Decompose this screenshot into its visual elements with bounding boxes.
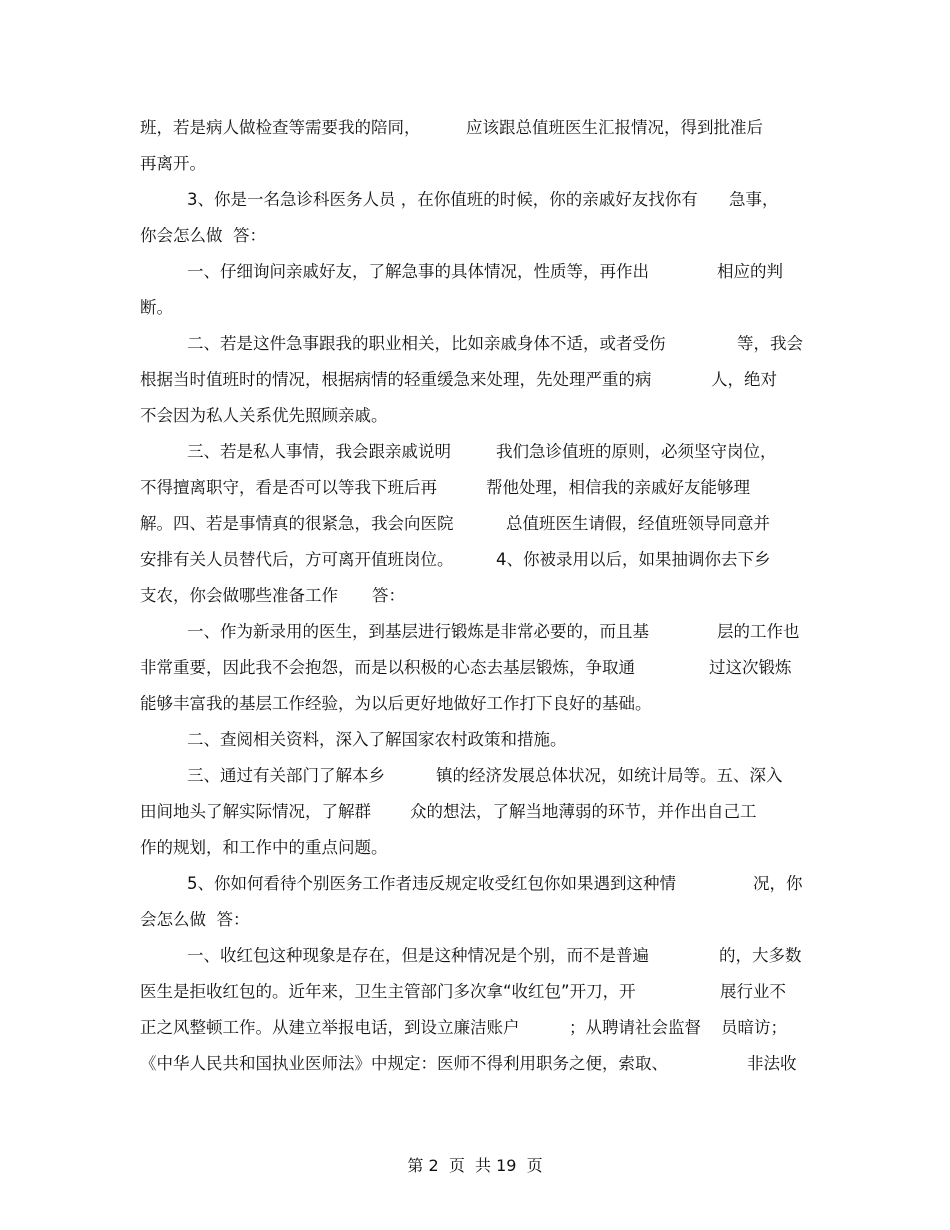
text-segment: 解。四、若是事情真的很紧急，我会向医院	[140, 514, 454, 533]
text-segment: 作的规划，和工作中的重点问题。	[140, 838, 388, 857]
text-segment: 三、若是私人事情，我会跟亲戚说明	[187, 442, 451, 461]
text-segment: 不得擅离职守，看是否可以等我下班后再	[140, 478, 437, 497]
text-segment: ；从聘请社会监督	[569, 1018, 701, 1037]
text-segment: 不会因为私人关系优先照顾亲戚。	[140, 406, 388, 425]
text-segment: 田间地头了解实际情况，了解群	[140, 802, 371, 821]
text-segment: 一、仔细询问亲戚好友，了解急事的具体情况，性质等，再作出	[187, 262, 649, 281]
text-segment: 会怎么做 答：	[140, 910, 250, 929]
text-segment: 能够丰富我的基层工作经验，为以后更好地做好工作打下良好的基础。	[140, 694, 652, 713]
text-segment: 相应的判	[717, 262, 783, 281]
text-segment: 再离开。	[140, 154, 206, 173]
text-segment: 员暗访；	[721, 1018, 787, 1037]
text-segment: 非常重要，因此我不会抱怨，而是以积极的心态去基层锻炼，争取通	[140, 658, 635, 677]
text-segment: 支农，你会做哪些准备工作	[140, 586, 338, 605]
text-segment: 镇的经济发展总体状况，如统计局等。五、深入	[436, 766, 783, 785]
text-segment: 一、收红包这种现象是存在，但是这种情况是个别，而不是普遍	[187, 946, 649, 965]
text-segment: 医生是拒收红包的。近年来，卫生主管部门多次拿“收红包”开刀，开	[140, 982, 636, 1001]
text-segment: 等，我会	[737, 334, 803, 353]
text-segment: 答：	[372, 586, 405, 605]
text-segment: 5、你如何看待个别医务工作者违反规定收受红包你如果遇到这种情	[187, 874, 676, 893]
text-segment: 4、你被录用以后，如果抽调你去下乡	[496, 550, 771, 569]
text-segment: 非法收	[747, 1054, 797, 1073]
text-segment: 应该跟总值班医生汇报情况，得到批准后	[466, 118, 763, 137]
text-segment: 断。	[140, 298, 173, 317]
text-segment: 一、作为新录用的医生，到基层进行锻炼是非常必要的，而且基	[187, 622, 649, 641]
text-segment: 众的想法，了解当地薄弱的环节，并作出自己工	[410, 802, 757, 821]
text-segment: 安排有关人员替代后，方可离开值班岗位。	[140, 550, 454, 569]
text-segment: 急事，	[729, 190, 779, 209]
page-footer: 第 2 页 共 19 页	[407, 1156, 543, 1175]
text-segment: 二、查阅相关资料，深入了解国家农村政策和措施。	[187, 730, 567, 749]
text-segment: 层的工作也	[717, 622, 800, 641]
text-segment: 我们急诊值班的原则，必须坚守岗位，	[496, 442, 777, 461]
text-segment: 总值班医生请假，经值班领导同意并	[506, 514, 770, 533]
text-segment: 人，绝对	[711, 370, 777, 389]
text-segment: 三、通过有关部门了解本乡	[187, 766, 385, 785]
text-segment: 3、你是一名急诊科医务人员 ，在你值班的时候，你的亲戚好友找你有	[187, 190, 698, 209]
text-segment: 帮他处理，相信我的亲戚好友能够理	[486, 478, 750, 497]
text-segment: 二、若是这件急事跟我的职业相关，比如亲戚身体不适，或者受伤	[187, 334, 666, 353]
text-segment: 你会怎么做 答：	[140, 226, 266, 245]
text-segment: 况，你	[753, 874, 803, 893]
text-segment: 过这次锻炼	[709, 658, 792, 677]
text-segment: 正之风整顿工作。从建立举报电话，到设立廉洁账户	[140, 1018, 520, 1037]
text-segment: 班，若是病人做检查等需要我的陪同，	[140, 118, 421, 137]
text-segment: 的，大多数	[719, 946, 802, 965]
text-segment: 《中华人民共和国执业医师法》中规定：医师不得利用职务之便，索取、	[140, 1054, 668, 1073]
text-segment: 根据当时值班时的情况，根据病情的轻重缓急来处理，先处理严重的病	[140, 370, 652, 389]
text-segment: 展行业不	[720, 982, 786, 1001]
